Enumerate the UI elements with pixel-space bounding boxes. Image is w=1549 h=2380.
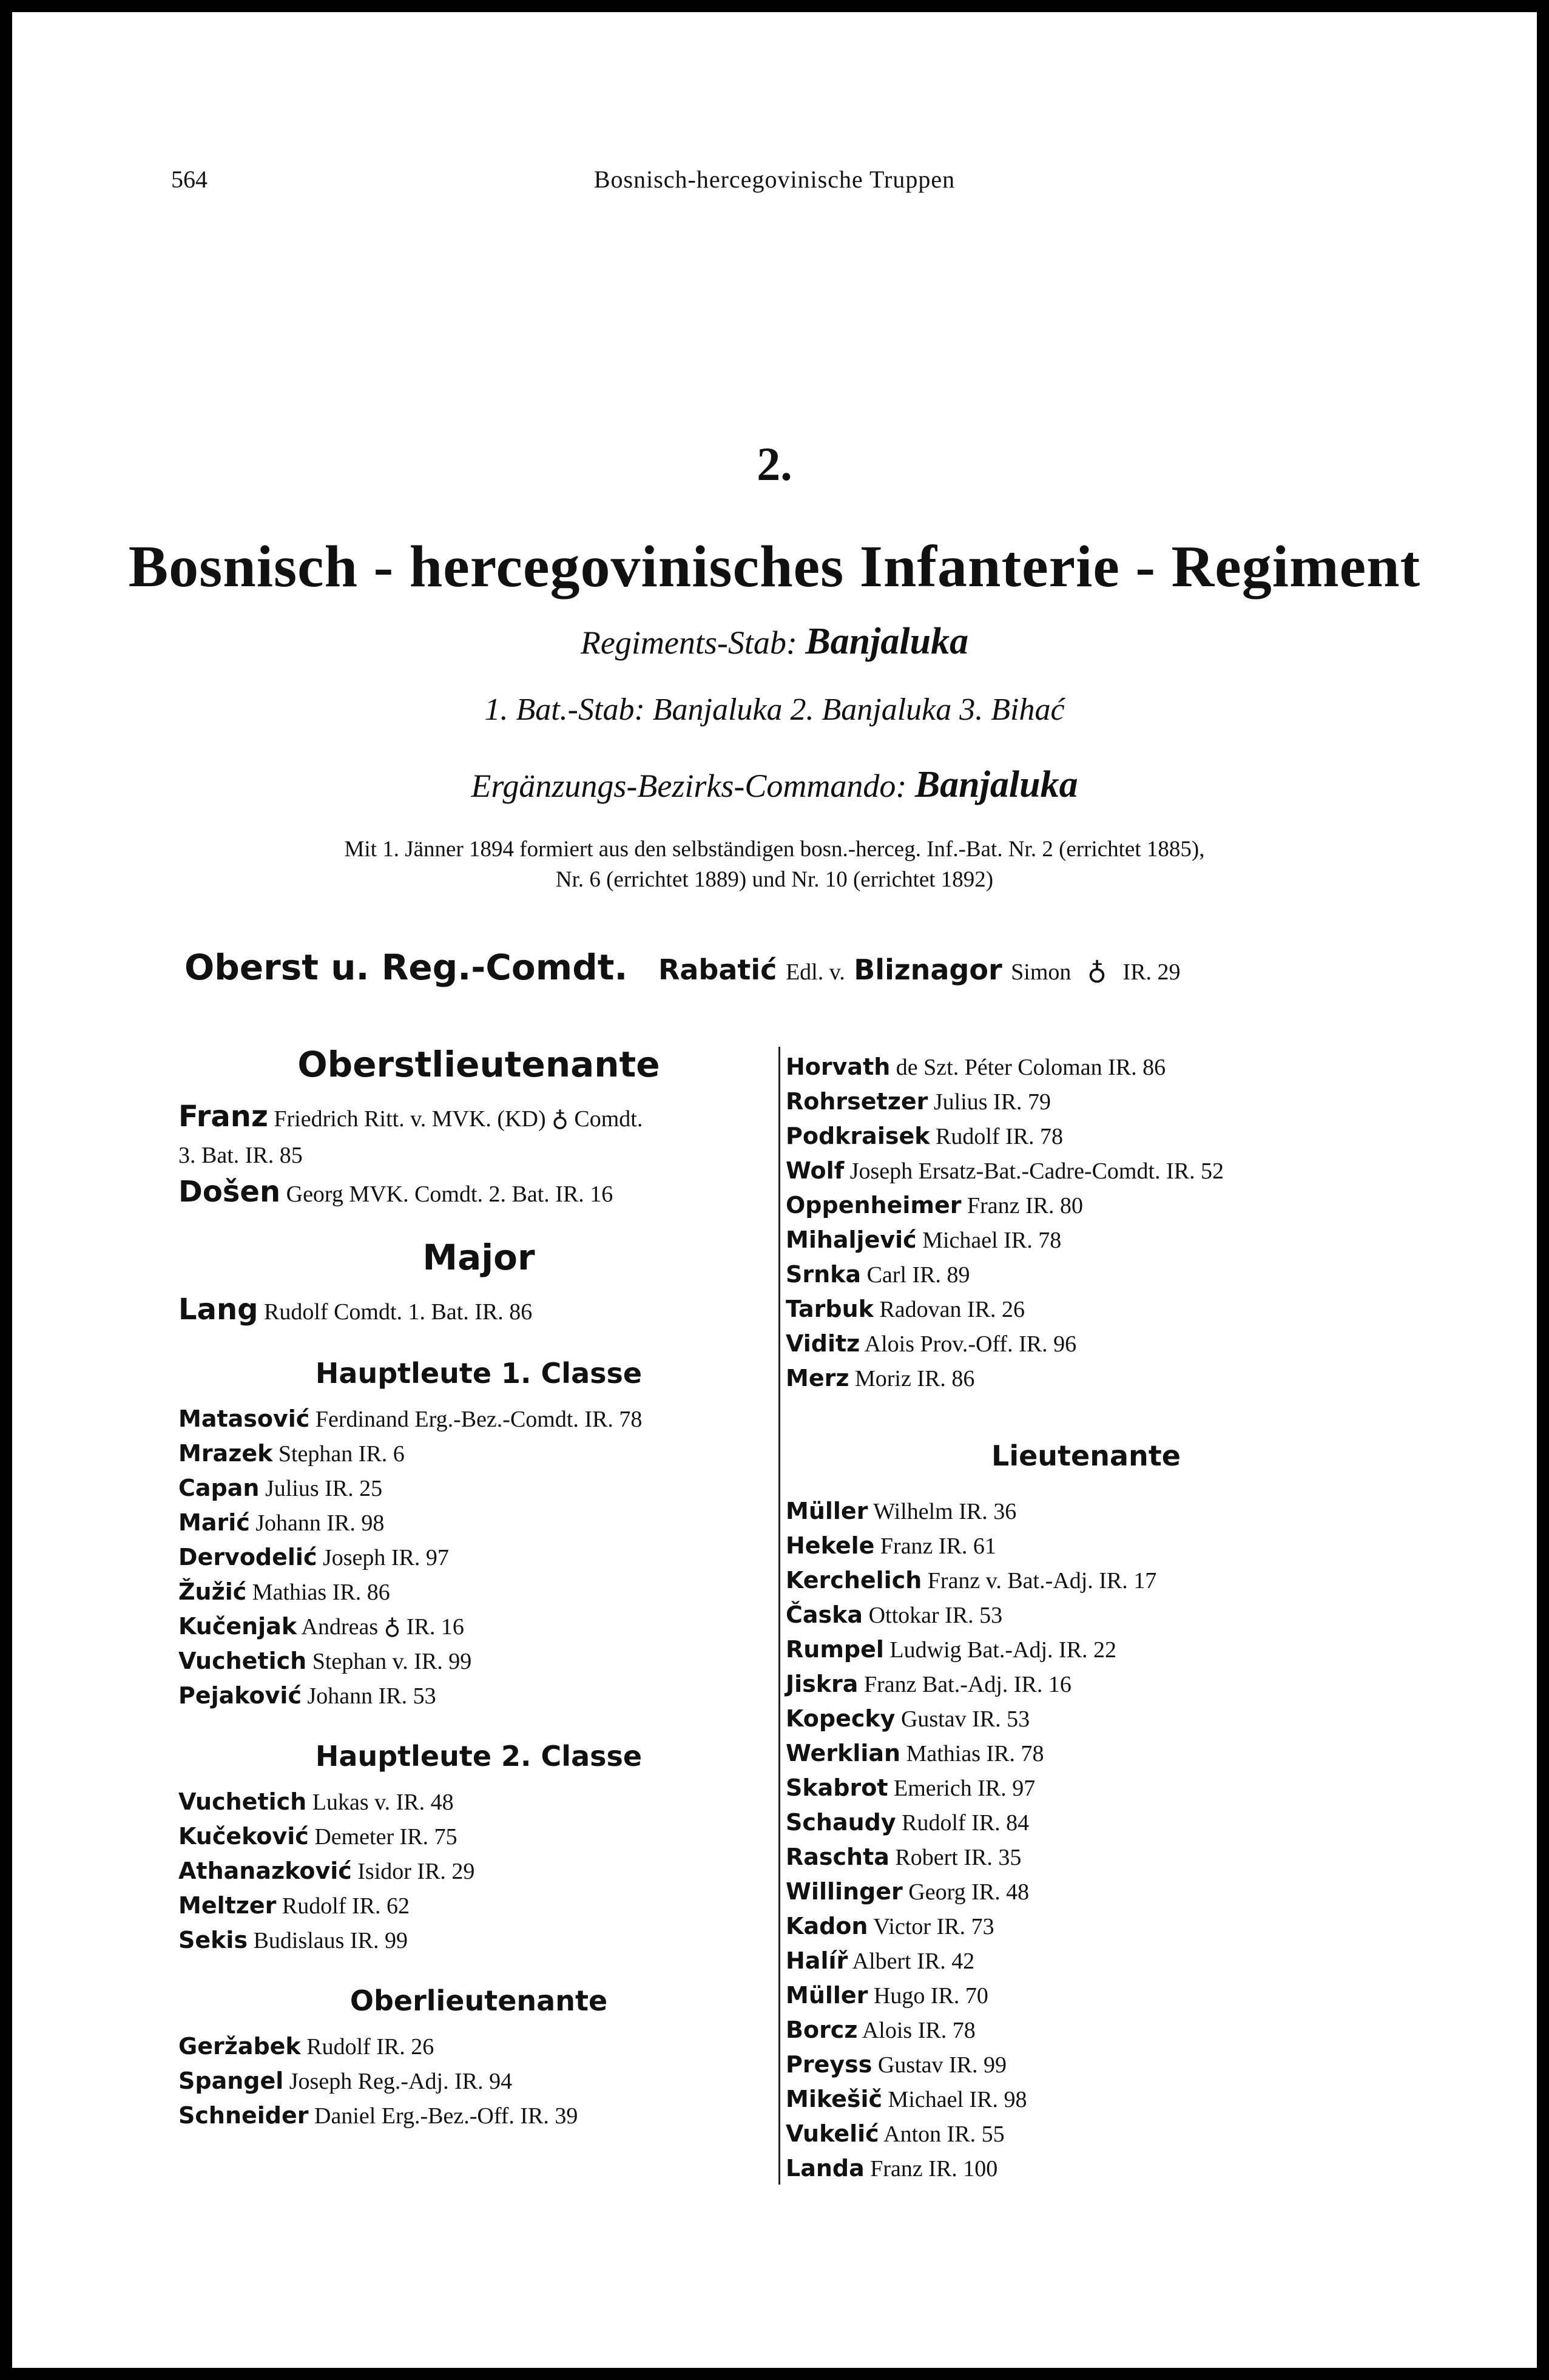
list-item: [178, 1137, 779, 1174]
officer-details: Stephan IR. 6: [272, 1441, 405, 1467]
list-item: [786, 1257, 1386, 1292]
officer-details: Friedrich Ritt. v. MVK. (KD) ♁ Comdt.: [268, 1106, 643, 1132]
list-item: [786, 1154, 1386, 1188]
officer-surname: Franz: [178, 1100, 268, 1134]
list-item: [786, 1292, 1386, 1327]
officer-details: Franz IR. 100: [864, 2156, 998, 2182]
list-item: [786, 2082, 1386, 2117]
staff-place: Banjaluka: [805, 621, 969, 662]
list-item: [786, 1667, 1386, 1702]
recruiting-label: Ergänzungs-Bezirks-Commando:: [471, 768, 907, 804]
officer-surname: Vukelić: [786, 2120, 879, 2147]
officer-details: Andreas ♁ IR. 16: [297, 1614, 464, 1640]
section-heading: Oberstlieutenante: [297, 1044, 660, 1085]
officer-surname: Müller: [786, 1498, 868, 1524]
list-item: [786, 1223, 1386, 1257]
list-item: [178, 1402, 779, 1436]
officer-details: Mathias IR. 86: [246, 1580, 390, 1605]
officer-details: Julius IR. 79: [928, 1089, 1051, 1115]
officer-surname: Landa: [786, 2155, 865, 2182]
list-item: [786, 1119, 1386, 1154]
list-item: [178, 1575, 779, 1609]
officer-details: de Szt. Péter Coloman IR. 86: [890, 1055, 1166, 1080]
officer-details: Ferdinand Erg.-Bez.-Comdt. IR. 78: [309, 1407, 643, 1432]
officer-surname: Werklian: [786, 1740, 901, 1766]
officer-details: Hugo IR. 70: [868, 1983, 988, 2009]
list-item: [786, 1875, 1386, 1909]
officer-details: Joseph IR. 97: [317, 1545, 449, 1570]
officer-details: Albert IR. 42: [848, 1949, 975, 1974]
list-item: [178, 1609, 779, 1644]
officer-surname: Kučeković: [178, 1823, 309, 1850]
list-item: [178, 1785, 779, 1819]
officer-surname: Müller: [786, 1982, 868, 2009]
officer-surname: Vuchetich: [178, 1788, 307, 1815]
officer-surname: Halíř: [786, 1947, 848, 1974]
officer-surname: Kopecky: [786, 1705, 896, 1732]
officer-surname: Pejaković: [178, 1682, 302, 1709]
officer-details: Rudolf IR. 26: [300, 2034, 434, 2060]
officer-surname: Kerchelich: [786, 1567, 922, 1594]
officer-surname: Spangel: [178, 2067, 284, 2094]
list-item: [786, 1736, 1386, 1771]
right-column: [786, 1050, 1386, 2186]
order-icon: ♁: [1087, 956, 1107, 985]
staff-label: Regiments-Stab:: [580, 624, 797, 661]
page-number: 564: [171, 166, 208, 193]
list-item: [178, 1540, 779, 1575]
officer-details: Stephan v. IR. 99: [306, 1649, 472, 1674]
list-item: [178, 1174, 779, 1212]
officer-surname: Oppenheimer: [786, 1192, 962, 1219]
officer-surname: Meltzer: [178, 1892, 277, 1919]
list-item: [178, 2029, 779, 2064]
officer-details: Lukas v. IR. 48: [306, 1790, 454, 1815]
officer-details: Radovan IR. 26: [873, 1297, 1025, 1322]
officer-details: Robert IR. 35: [889, 1845, 1022, 1870]
officer-surname: Jiskra: [786, 1671, 859, 1697]
officer-details: Anton IR. 55: [879, 2121, 1005, 2147]
officer-surname: Preyss: [786, 2051, 872, 2078]
list-item: [786, 1050, 1386, 1084]
commander-given-name: Simon: [1011, 959, 1071, 985]
officer-details: Alois IR. 78: [857, 2018, 976, 2043]
officer-details: Franz IR. 61: [874, 1533, 996, 1559]
officer-surname: Horvath: [786, 1053, 891, 1080]
list-item: [786, 1188, 1386, 1223]
officer-details: Victor IR. 73: [868, 1914, 994, 1939]
officer-surname: Borcz: [786, 2017, 858, 2043]
officer-surname: Vuchetich: [178, 1648, 307, 1674]
list-item: [786, 1944, 1386, 1978]
officer-details: Carl IR. 89: [861, 1262, 970, 1288]
officer-details: Georg IR. 48: [902, 1879, 1030, 1905]
list-item: [786, 1771, 1386, 1805]
officer-surname: Wolf: [786, 1157, 845, 1184]
list-item: [786, 1327, 1386, 1361]
list-item: [786, 1632, 1386, 1667]
list-item: [178, 2064, 779, 2098]
recruiting-place: Banjaluka: [914, 764, 1078, 805]
section-heading: Major: [422, 1237, 535, 1278]
list-item: [178, 1923, 779, 1958]
officer-details: Mathias IR. 78: [900, 1741, 1044, 1766]
officer-surname: Srnka: [786, 1261, 862, 1288]
section-heading: Hauptleute 2. Classe: [315, 1740, 643, 1773]
commander-particle: Edl. v.: [785, 959, 845, 985]
officer-surname: Rohrsetzer: [786, 1088, 928, 1115]
list-item: [786, 1529, 1386, 1563]
running-title: Bosnisch-hercegovinische Truppen: [593, 166, 956, 193]
officer-details: 3. Bat. IR. 85: [178, 1143, 303, 1168]
officer-surname: Sekis: [178, 1927, 248, 1953]
list-item: [786, 1563, 1386, 1598]
list-item: [178, 1644, 779, 1679]
officer-surname: Willinger: [786, 1878, 903, 1905]
officer-surname: Lang: [178, 1293, 258, 1327]
officer-surname: Athanazković: [178, 1858, 352, 1884]
officer-details: Gustav IR. 99: [872, 2052, 1007, 2078]
officer-details: Ludwig Bat.-Adj. IR. 22: [883, 1637, 1117, 1663]
officer-details: Emerich IR. 97: [888, 1776, 1036, 1801]
officer-details: Rudolf IR. 78: [930, 1124, 1064, 1149]
list-item: [178, 1854, 779, 1888]
list-item: [178, 1506, 779, 1540]
officer-surname: Mikešič: [786, 2086, 883, 2112]
list-item: [178, 2098, 779, 2133]
officer-details: Michael IR. 98: [882, 2087, 1027, 2112]
officer-surname: Viditz: [786, 1330, 860, 1357]
list-item: [786, 2151, 1386, 2186]
officer-surname: Skabrot: [786, 1774, 888, 1801]
list-item: [786, 1361, 1386, 1396]
list-item: [786, 1598, 1386, 1632]
officer-details: Julius IR. 25: [259, 1476, 383, 1501]
officer-details: Demeter IR. 75: [308, 1824, 457, 1850]
commander-surname: Rabatić: [658, 953, 777, 986]
list-item: [786, 1084, 1386, 1119]
list-item: [786, 1909, 1386, 1944]
officer-surname: Raschta: [786, 1844, 889, 1870]
officer-details: Isidor IR. 29: [351, 1859, 475, 1884]
left-column: [178, 1044, 779, 2133]
officer-surname: Hekele: [786, 1532, 875, 1559]
list-item: [786, 1840, 1386, 1875]
officer-details: Gustav IR. 53: [895, 1706, 1030, 1732]
officer-details: Johann IR. 53: [301, 1683, 436, 1709]
officer-details: Rudolf Comdt. 1. Bat. IR. 86: [258, 1299, 533, 1325]
regiment-title: Bosnisch - hercegovinisches Infanterie - Regiment: [128, 534, 1421, 600]
list-item: [178, 1471, 779, 1506]
officer-surname: Capan: [178, 1475, 260, 1501]
officer-surname: Kadon: [786, 1913, 868, 1939]
list-item: [178, 1819, 779, 1854]
officer-details: Johann IR. 98: [249, 1510, 385, 1536]
list-item: [786, 1805, 1386, 1840]
officer-surname: Rumpel: [786, 1636, 884, 1663]
list-item: [178, 1888, 779, 1923]
regiment-staff: [12, 620, 1537, 663]
officer-surname: Merz: [786, 1365, 849, 1391]
officer-details: Joseph Ersatz-Bat.-Cadre-Comdt. IR. 52: [844, 1158, 1224, 1184]
officer-surname: Geržabek: [178, 2033, 301, 2060]
officer-surname: Dervodelić: [178, 1544, 317, 1570]
officer-surname: Došen: [178, 1175, 281, 1209]
commander-regiment: IR. 29: [1122, 959, 1181, 985]
officer-details: Michael IR. 78: [916, 1228, 1062, 1253]
section-heading: Oberlieutenante: [349, 1984, 608, 2017]
formation-note-line-2: Nr. 6 (errichtet 1889) und Nr. 10 (errichtet 1892): [555, 867, 994, 892]
list-item: [786, 2047, 1386, 2082]
list-item: [786, 1702, 1386, 1736]
officer-details: Wilhelm IR. 36: [868, 1499, 1017, 1524]
officer-surname: Časka: [786, 1601, 863, 1628]
list-item: [786, 2013, 1386, 2047]
officer-surname: Schneider: [178, 2102, 309, 2129]
officer-details: Rudolf IR. 84: [896, 1810, 1030, 1836]
battalion-staffs: 1. Bat.-Stab: Banjaluka 2. Banjaluka 3. Bihać: [484, 692, 1065, 727]
officer-surname: Tarbuk: [786, 1296, 874, 1322]
officer-surname: Marić: [178, 1509, 250, 1536]
section-heading: Lieutenante: [991, 1439, 1181, 1472]
officer-details: Alois Prov.-Off. IR. 96: [860, 1331, 1077, 1357]
officer-surname: Schaudy: [786, 1809, 896, 1836]
list-item: [178, 1098, 779, 1137]
officer-surname: Žužić: [178, 1578, 247, 1605]
officer-details: Franz IR. 80: [961, 1193, 1084, 1219]
commander-line: [184, 947, 1181, 988]
commander-rank: Oberst u. Reg.-Comdt.: [184, 947, 628, 988]
officer-surname: Kučenjak: [178, 1613, 297, 1640]
list-item: [786, 2117, 1386, 2151]
officer-details: Daniel Erg.-Bez.-Off. IR. 39: [308, 2103, 578, 2129]
list-item: [178, 1679, 779, 1713]
officer-details: Ottokar IR. 53: [863, 1603, 1003, 1628]
commander-predicate: Bliznagor: [854, 953, 1002, 986]
officer-surname: Matasović: [178, 1405, 310, 1432]
list-item: [178, 1436, 779, 1471]
officer-details: Budislaus IR. 99: [248, 1928, 408, 1953]
officer-details: Joseph Reg.-Adj. IR. 94: [283, 2069, 513, 2094]
regiment-number: 2.: [757, 438, 792, 490]
officer-details: Georg MVK. Comdt. 2. Bat. IR. 16: [280, 1182, 613, 1207]
officer-details: Franz Bat.-Adj. IR. 16: [858, 1672, 1071, 1697]
list-item: [178, 1291, 779, 1330]
officer-surname: Podkraisek: [786, 1123, 930, 1149]
officer-details: Rudolf IR. 62: [276, 1893, 410, 1919]
section-heading: Hauptleute 1. Classe: [315, 1357, 643, 1390]
list-item: [786, 1494, 1386, 1529]
list-item: [786, 1978, 1386, 2013]
officer-details: Moriz IR. 86: [849, 1366, 975, 1391]
document-page: [12, 12, 1537, 2368]
officer-surname: Mrazek: [178, 1440, 273, 1467]
formation-note-line-1: Mit 1. Jänner 1894 formiert aus den selbständigen bosn.-herceg. Inf.-Bat. Nr. 2 (errichtet 1885),: [344, 837, 1205, 862]
officer-surname: Mihaljević: [786, 1226, 917, 1253]
officer-details: Franz v. Bat.-Adj. IR. 17: [922, 1568, 1157, 1594]
recruiting-district: [12, 763, 1537, 806]
